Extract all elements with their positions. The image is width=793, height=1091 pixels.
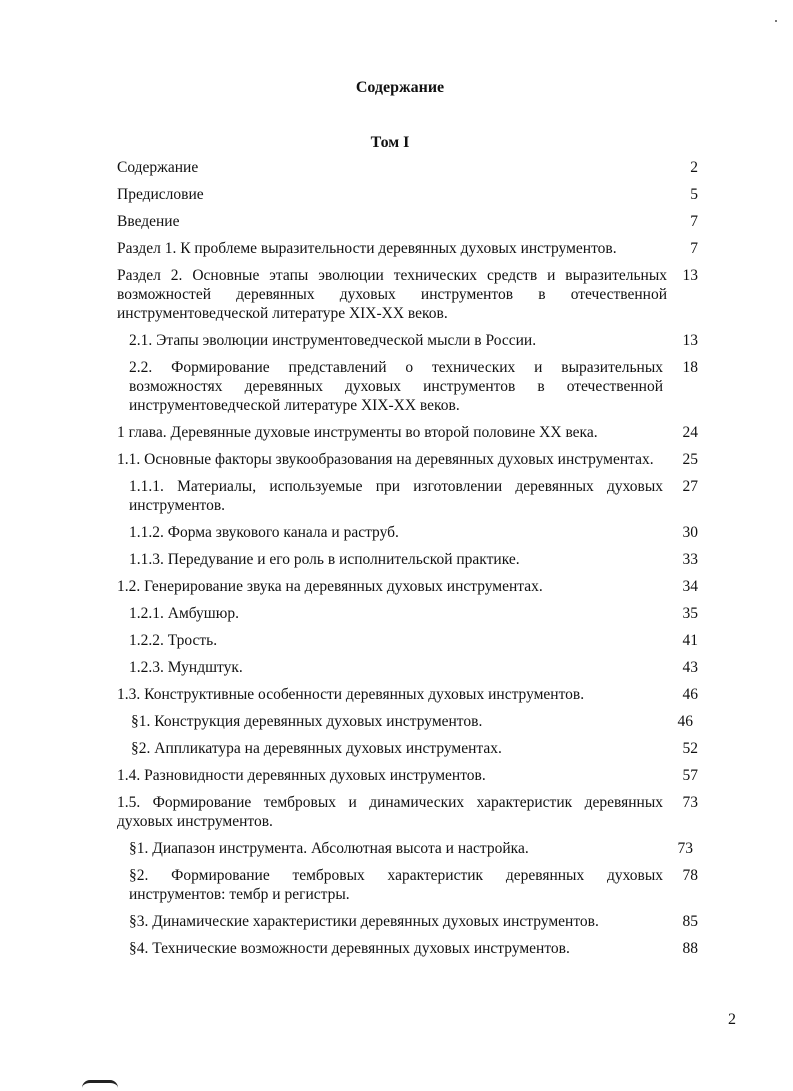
toc-entry [117, 331, 707, 350]
toc-entry-page: 25 [682, 451, 698, 468]
toc-entry [117, 266, 707, 323]
toc-entry-title: 2.1. Этапы эволюции инструментоведческой мысли в России. [129, 332, 537, 349]
toc-entry-page: 13 [682, 267, 698, 284]
toc-entry-title: Содержание [117, 159, 199, 176]
toc-entry [117, 423, 707, 442]
toc-entry-title: Введение [117, 213, 180, 230]
toc-entry-title: 2.2. Формирование представлений о технических и выразительных возможностях деревянных духовых инструментов в отечественной инструментоведческой литературе XIX-XX веков. [129, 359, 663, 414]
toc-entry [117, 577, 707, 596]
toc-entry-title: 1.1.3. Передувание и его роль в исполнительской практике. [129, 551, 520, 568]
toc-entry [117, 158, 707, 177]
toc-entry [117, 358, 707, 415]
toc-entry-page: 85 [682, 913, 698, 930]
table-of-contents [117, 158, 707, 966]
toc-entry-title: 1.1.1. Материалы, используемые при изготовлении деревянных духовых инструментов. [129, 478, 663, 514]
toc-entry-title: 1.4. Разновидности деревянных духовых инструментов. [117, 767, 486, 784]
toc-entry-page: 73 [682, 794, 698, 811]
toc-entry-title: §1. Диапазон инструмента. Абсолютная высота и настройка. [129, 840, 529, 857]
toc-entry-page: 27 [682, 478, 698, 495]
toc-entry-title: §4. Технические возможности деревянных духовых инструментов. [129, 940, 570, 957]
toc-entry [117, 550, 707, 569]
toc-entry [117, 477, 707, 515]
toc-entry-title: Предисловие [117, 186, 204, 203]
toc-entry-title: Раздел 1. К проблеме выразительности деревянных духовых инструментов. [117, 240, 617, 257]
toc-entry-title: 1.2.2. Трость. [129, 632, 218, 649]
page-number: 2 [728, 1011, 736, 1028]
toc-entry [117, 685, 707, 704]
toc-entry-page: 52 [682, 740, 698, 757]
document-title: Содержание [355, 79, 445, 96]
toc-entry-page: 18 [682, 359, 698, 376]
toc-entry [117, 450, 707, 469]
toc-entry-title: 1.2.3. Мундштук. [129, 659, 243, 676]
toc-entry [117, 766, 707, 785]
toc-entry [117, 631, 707, 650]
toc-entry-page: 46 [682, 686, 698, 703]
toc-entry-page: 41 [682, 632, 698, 649]
toc-entry-page: 73 [677, 840, 693, 857]
toc-entry-title: 1 глава. Деревянные духовые инструменты во второй половине XX века. [117, 424, 598, 441]
toc-entry-page: 2 [690, 159, 698, 176]
toc-entry-page: 33 [682, 551, 698, 568]
toc-entry-title: 1.5. Формирование тембровых и динамических характеристик деревянных духовых инструментов. [117, 794, 663, 830]
toc-entry [117, 185, 707, 204]
toc-entry-title: §2. Формирование тембровых характеристик деревянных духовых инструментов: тембр и регистры. [129, 867, 663, 903]
toc-entry [117, 712, 707, 731]
toc-entry-page: 78 [682, 867, 698, 884]
scan-artifact [82, 1080, 118, 1089]
toc-entry [117, 523, 707, 542]
toc-entry [117, 658, 707, 677]
toc-entry-title: 1.2. Генерирование звука на деревянных духовых инструментах. [117, 578, 543, 595]
toc-entry [117, 793, 707, 831]
toc-entry-page: 24 [682, 424, 698, 441]
toc-entry-title: 1.3. Конструктивные особенности деревянных духовых инструментов. [117, 686, 585, 703]
scan-speck [775, 20, 777, 22]
toc-entry-title: 1.2.1. Амбушюр. [129, 605, 239, 622]
toc-entry-page: 57 [682, 767, 698, 784]
toc-entry-title: Раздел 2. Основные этапы эволюции технических средств и выразительных возможностей деревянных духовых инструментов в отечественной инструментоведческой литературе XIX-XX веков. [117, 267, 667, 322]
toc-entry-title: §2. Аппликатура на деревянных духовых инструментах. [131, 740, 502, 757]
toc-entry [117, 604, 707, 623]
volume-title: Том I [370, 134, 410, 151]
toc-entry [117, 739, 707, 758]
toc-entry-page: 88 [682, 940, 698, 957]
toc-entry-title: §3. Динамические характеристики деревянных духовых инструментов. [129, 913, 599, 930]
toc-entry-page: 43 [682, 659, 698, 676]
toc-entry-page: 46 [677, 713, 693, 730]
toc-entry-page: 30 [682, 524, 698, 541]
toc-entry-page: 34 [682, 578, 698, 595]
toc-entry-page: 7 [690, 240, 698, 257]
toc-entry [117, 212, 707, 231]
toc-entry [117, 866, 707, 904]
toc-entry-title: 1.1.2. Форма звукового канала и раструб. [129, 524, 399, 541]
toc-entry [117, 912, 707, 931]
toc-entry-page: 35 [682, 605, 698, 622]
toc-entry-title: 1.1. Основные факторы звукообразования на деревянных духовых инструментах. [117, 451, 654, 468]
toc-entry-page: 5 [690, 186, 698, 203]
toc-entry-page: 13 [682, 332, 698, 349]
toc-entry [117, 939, 707, 958]
toc-entry [117, 839, 707, 858]
toc-entry-page: 7 [690, 213, 698, 230]
toc-entry [117, 239, 707, 258]
toc-entry-title: §1. Конструкция деревянных духовых инструментов. [131, 713, 483, 730]
